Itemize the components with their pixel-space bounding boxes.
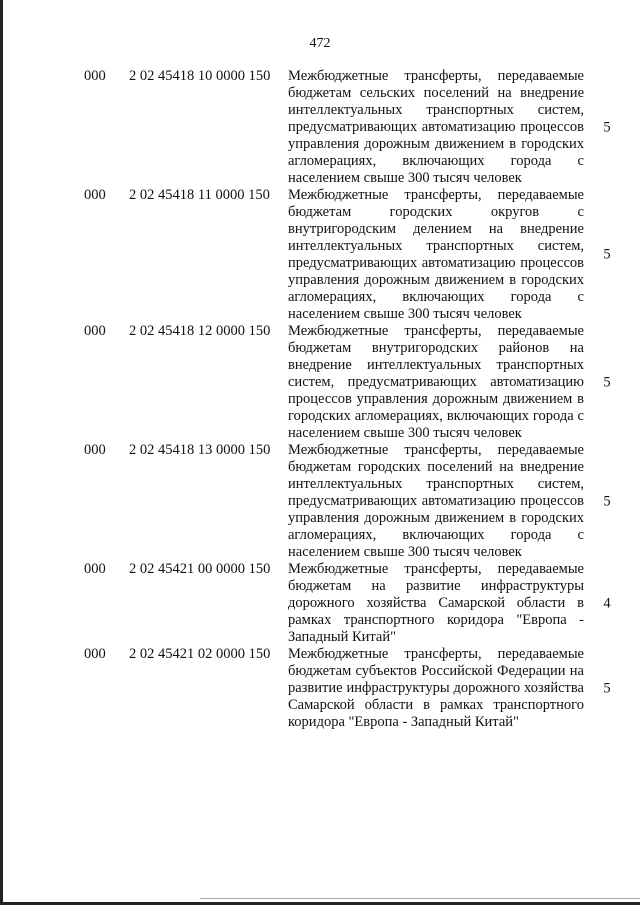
admin-code: 000 [84, 68, 106, 84]
table-row [0, 187, 640, 323]
budget-classification-code: 2 02 45418 13 0000 150 [129, 442, 271, 458]
revenue-description: Межбюджетные трансферты, передаваемые бюджетам внутригородских районов на внедрение интеллектуальных транспортных систем, предусматривающих автоматизацию процессов управления дорожным движением в городских агломерациях, включающих города с населением свыше 300 тысяч человек [288, 323, 584, 441]
admin-code: 000 [84, 561, 106, 577]
table-row [0, 646, 640, 731]
revenue-description: Межбюджетные трансферты, передаваемые бюджетам городских поселений на внедрение интеллектуальных транспортных систем, предусматривающих автоматизацию процессов управления дорожным движением в городских агломерациях, включающих города с населением свыше 300 тысяч человек [288, 442, 584, 560]
table-row [0, 323, 640, 442]
admin-code: 000 [84, 187, 106, 203]
revenue-description: Межбюджетные трансферты, передаваемые бюджетам субъектов Российской Федерации на развитие инфраструктуры дорожного хозяйства Самарской области в рамках транспортного коридора "Европа - Западный Китай" [288, 646, 584, 730]
revenue-description: Межбюджетные трансферты, передаваемые бюджетам сельских поселений на внедрение интеллектуальных транспортных систем, предусматривающих автоматизацию процессов управления дорожным движением в городских агломерациях, включающих города с населением свыше 300 тысяч человек [288, 68, 584, 186]
budget-classification-code: 2 02 45418 12 0000 150 [129, 323, 271, 339]
table-row [0, 561, 640, 646]
admin-code: 000 [84, 442, 106, 458]
budget-classification-code: 2 02 45418 10 0000 150 [129, 68, 271, 84]
table-row [0, 68, 640, 187]
admin-code: 000 [84, 323, 106, 339]
budget-classification-code: 2 02 45421 02 0000 150 [129, 646, 271, 662]
table-row [0, 442, 640, 561]
budget-code-table [0, 68, 640, 731]
norm-value: 5 [603, 246, 611, 263]
page-number: 472 [309, 36, 331, 51]
scan-shadow-line [200, 898, 640, 899]
norm-value: 5 [603, 374, 611, 390]
norm-value: 4 [603, 595, 611, 611]
revenue-description: Межбюджетные трансферты, передаваемые бюджетам на развитие инфраструктуры дорожного хозяйства Самарской области в рамках транспортного коридора "Европа - Западный Китай" [288, 561, 584, 645]
admin-code: 000 [84, 646, 106, 662]
norm-value: 5 [603, 119, 611, 135]
norm-value: 5 [603, 493, 611, 509]
budget-classification-code: 2 02 45418 11 0000 150 [129, 187, 270, 203]
norm-value: 5 [603, 680, 611, 696]
revenue-description: Межбюджетные трансферты, передаваемые бюджетам городских округов с внутригородским делением на внедрение интеллектуальных транспортных систем, предусматривающих автоматизацию процессов управления дорожным движением в городских агломерациях, включающих города с населением свыше 300 тысяч человек [288, 187, 584, 322]
budget-classification-code: 2 02 45421 00 0000 150 [129, 561, 271, 577]
